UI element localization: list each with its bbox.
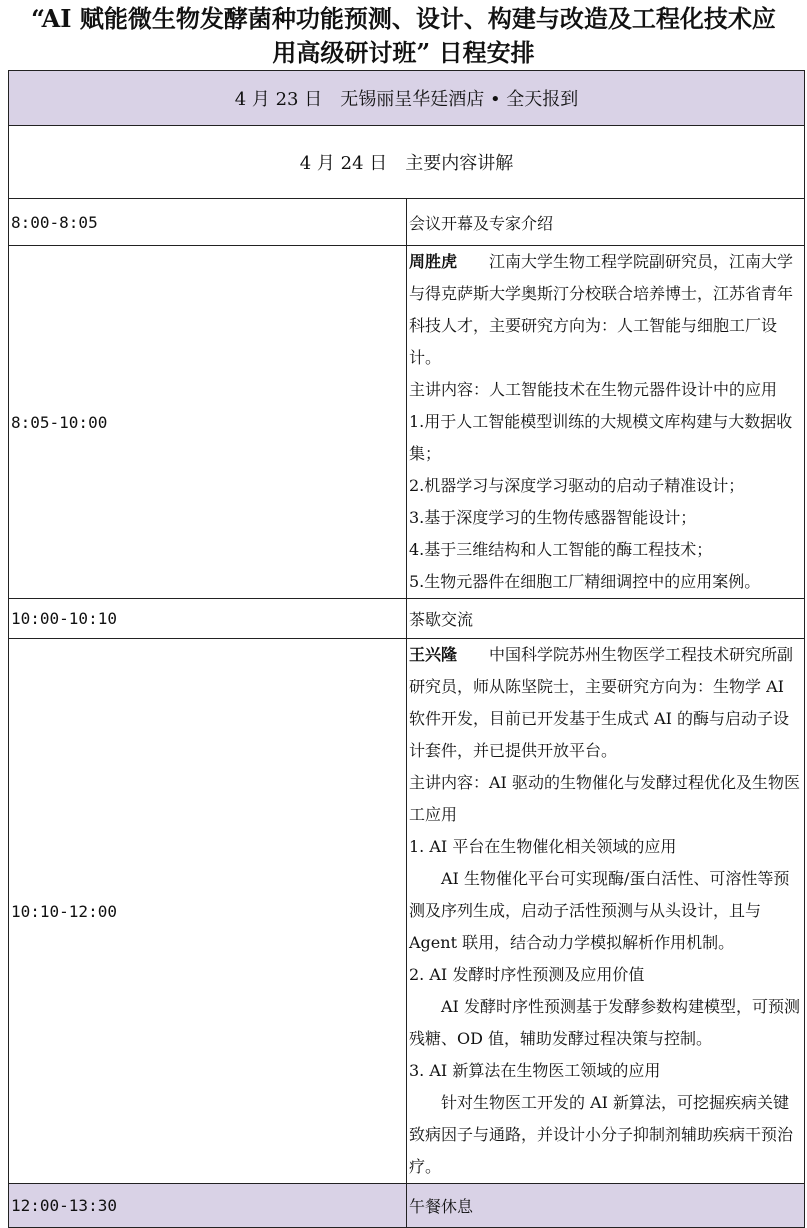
speaker-bio: 江南大学生物工程学院副研究员，江南大学与得克萨斯大学奥斯汀分校联合培养博士，江苏省青年科技人才，主要研究方向为：人工智能与细胞工厂设计。 bbox=[409, 252, 794, 367]
talk-topic: 主讲内容：AI 驱动的生物催化与发酵过程优化及生物医工应用 bbox=[409, 773, 800, 824]
row-time: 8:05-10:00 bbox=[9, 246, 407, 599]
speaker-bio: 中国科学院苏州生物医学工程技术研究所副研究员，师从陈坚院士，主要研究方向为：生物学 AI 软件开发，目前已开发基于生成式 AI 的酶与启动子设计套件，并已提供开放平台。 bbox=[409, 645, 794, 760]
talk-section-text: 针对生物医工开发的 AI 新算法，可挖掘疾病关键致病因子与通路，并设计小分子抑制剂辅助疾病干预治疗。 bbox=[409, 1093, 794, 1176]
talk-item: 4.基于三维结构和人工智能的酶工程技术； bbox=[409, 540, 713, 559]
talk-item: 5.生物元器件在细胞工厂精细调控中的应用案例。 bbox=[409, 572, 761, 591]
row-time: 12:00-13:30 bbox=[9, 1184, 407, 1228]
day-row-2 bbox=[9, 126, 805, 199]
row-time: 10:10-12:00 bbox=[9, 639, 407, 1184]
talk-item: 3.基于深度学习的生物传感器智能设计； bbox=[409, 508, 697, 527]
talk-section-text: AI 发酵时序性预测基于发酵参数构建模型，可预测残糖、OD 值，辅助发酵过程决策与控制。 bbox=[409, 997, 800, 1048]
speaker-name: 王兴隆 bbox=[409, 645, 458, 664]
talk-section: 3. AI 新算法在生物医工领域的应用 bbox=[409, 1061, 661, 1080]
row-content bbox=[407, 246, 805, 599]
day2-label: 4 月 24 日 主要内容讲解 bbox=[9, 126, 805, 199]
day-row-1 bbox=[9, 71, 805, 126]
page-title bbox=[0, 0, 807, 70]
schedule-row bbox=[9, 199, 805, 246]
row-content: 午餐休息 bbox=[407, 1184, 805, 1228]
talk-item: 1.用于人工智能模型训练的大规模文库构建与大数据收集； bbox=[409, 412, 793, 463]
row-time: 8:00-8:05 bbox=[9, 199, 407, 246]
row-time: 10:00-10:10 bbox=[9, 599, 407, 639]
talk-topic: 主讲内容：人工智能技术在生物元器件设计中的应用 bbox=[409, 380, 778, 399]
title-line-2: 用高级研讨班” 日程安排 bbox=[272, 38, 535, 67]
talk-item: 2.机器学习与深度学习驱动的启动子精准设计； bbox=[409, 476, 745, 495]
row-content: 茶歇交流 bbox=[407, 599, 805, 639]
talk-section: 1. AI 平台在生物催化相关领域的应用 bbox=[409, 837, 677, 856]
row-content bbox=[407, 639, 805, 1184]
talk-section-text: AI 生物催化平台可实现酶/蛋白活性、可溶性等预测及序列生成，启动子活性预测与从头设计，且与 Agent 联用，结合动力学模拟解析作用机制。 bbox=[409, 869, 790, 952]
title-line-1: “AI 赋能微生物发酵菌种功能预测、设计、构建与改造及工程化技术应 bbox=[31, 4, 776, 33]
schedule-row bbox=[9, 246, 805, 599]
day1-label: 4 月 23 日 无锡丽呈华廷酒店 • 全天报到 bbox=[9, 71, 805, 126]
row-content: 会议开幕及专家介绍 bbox=[407, 199, 805, 246]
schedule-row bbox=[9, 1184, 805, 1228]
schedule-table bbox=[8, 70, 805, 1228]
speaker-name: 周胜虎 bbox=[409, 252, 458, 271]
schedule-row bbox=[9, 599, 805, 639]
schedule-row bbox=[9, 639, 805, 1184]
talk-section: 2. AI 发酵时序性预测及应用价值 bbox=[409, 965, 645, 984]
